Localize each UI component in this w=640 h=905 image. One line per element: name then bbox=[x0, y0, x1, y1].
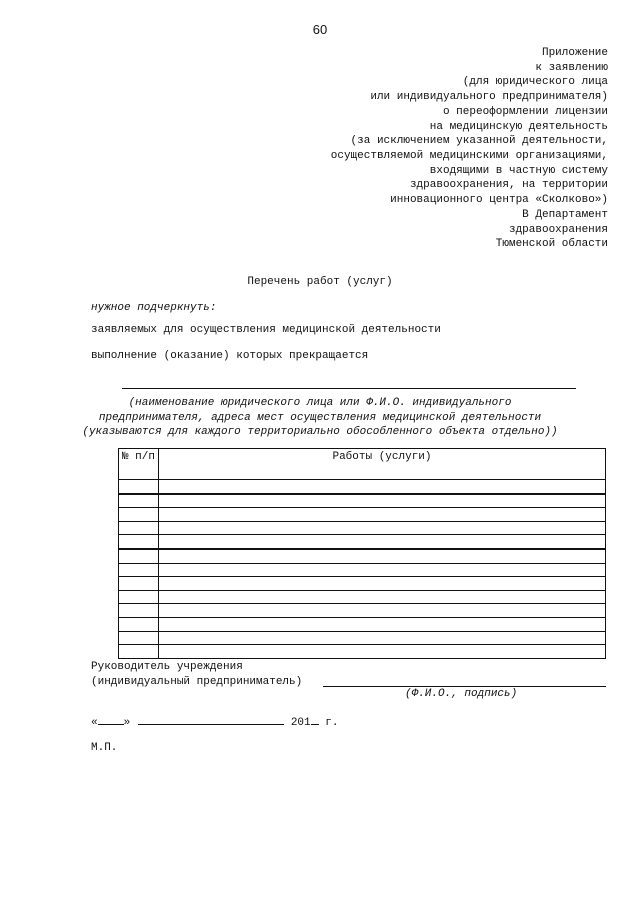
table-header-row bbox=[119, 449, 606, 480]
option-declared[interactable]: заявляемых для осуществления медицинской деятельности bbox=[91, 324, 441, 336]
row-number-cell[interactable] bbox=[119, 494, 159, 508]
table-body bbox=[119, 480, 606, 659]
table-row bbox=[119, 480, 606, 494]
table-row bbox=[119, 617, 606, 631]
appendix-line: на медицинскую деятельность bbox=[429, 120, 608, 133]
appendix-line: Приложение bbox=[541, 47, 608, 59]
table-row bbox=[119, 645, 606, 659]
row-number-cell[interactable] bbox=[119, 645, 159, 659]
header-works: Работы (услуги) bbox=[159, 449, 606, 480]
addressee bbox=[496, 208, 608, 252]
date-year-field[interactable] bbox=[311, 714, 319, 725]
row-number-cell[interactable] bbox=[119, 521, 159, 535]
underline-hint: нужное подчеркнуть: bbox=[91, 302, 217, 314]
organization-caption bbox=[0, 396, 640, 440]
row-works-cell[interactable] bbox=[159, 631, 606, 645]
table-row bbox=[119, 604, 606, 618]
page-number: 60 bbox=[312, 22, 328, 37]
row-works-cell[interactable] bbox=[159, 494, 606, 508]
caption-line: (наименование юридического лица или Ф.И.О. индивидуального bbox=[128, 397, 512, 409]
date-year-suffix: г. bbox=[325, 717, 339, 729]
addressee-line: В Департамент bbox=[522, 209, 608, 221]
signature-subtitle: (индивидуальный предприниматель) bbox=[91, 676, 303, 688]
appendix-line: к заявлению bbox=[535, 61, 608, 74]
date-open-quote: « bbox=[91, 717, 98, 729]
appendix-line: (для юридического лица bbox=[462, 76, 608, 89]
caption-line: (указываются для каждого территориально обособленного объекта отдельно)) bbox=[82, 426, 558, 438]
table-row bbox=[119, 549, 606, 563]
appendix-line: инновационного центра «Сколково») bbox=[390, 194, 608, 207]
row-number-cell[interactable] bbox=[119, 549, 159, 563]
row-number-cell[interactable] bbox=[119, 508, 159, 522]
row-works-cell[interactable] bbox=[159, 549, 606, 563]
appendix-line: здравоохранения, на территории bbox=[409, 179, 608, 192]
signature-field[interactable] bbox=[323, 686, 606, 687]
works-table bbox=[118, 448, 606, 659]
appendix-line: входящими в частную систему bbox=[429, 164, 608, 177]
addressee-line: здравоохранения bbox=[508, 223, 608, 236]
table-row bbox=[119, 535, 606, 549]
date-line bbox=[91, 714, 338, 729]
date-month-field[interactable] bbox=[138, 714, 284, 725]
appendix-line: осуществляемой медицинскими организациями, bbox=[330, 149, 608, 162]
stamp-label: М.П. bbox=[91, 742, 118, 754]
row-works-cell[interactable] bbox=[159, 508, 606, 522]
row-number-cell[interactable] bbox=[119, 577, 159, 591]
signature-title: Руководитель учреждения bbox=[91, 661, 243, 673]
table-row bbox=[119, 521, 606, 535]
date-close-quote: » bbox=[123, 717, 131, 729]
table-row bbox=[119, 563, 606, 577]
row-number-cell[interactable] bbox=[119, 480, 159, 494]
table-row bbox=[119, 590, 606, 604]
row-works-cell[interactable] bbox=[159, 577, 606, 591]
row-works-cell[interactable] bbox=[159, 604, 606, 618]
row-works-cell[interactable] bbox=[159, 617, 606, 631]
row-number-cell[interactable] bbox=[119, 535, 159, 549]
option-terminated[interactable]: выполнение (оказание) которых прекращается bbox=[91, 350, 369, 362]
row-works-cell[interactable] bbox=[159, 535, 606, 549]
caption-line: предпринимателя, адреса мест осуществления медицинской деятельности bbox=[98, 411, 542, 424]
row-number-cell[interactable] bbox=[119, 563, 159, 577]
table-row bbox=[119, 631, 606, 645]
addressee-line: Тюменской области bbox=[495, 238, 608, 251]
header-number: № п/п bbox=[119, 449, 159, 480]
date-year-prefix: 201 bbox=[290, 717, 311, 729]
date-day-field[interactable] bbox=[98, 714, 124, 725]
document-title: Перечень работ (услуг) bbox=[247, 276, 393, 288]
organization-name-field[interactable] bbox=[122, 388, 576, 389]
appendix-line: или индивидуального предпринимателя) bbox=[370, 91, 608, 104]
row-number-cell[interactable] bbox=[119, 604, 159, 618]
table-row bbox=[119, 494, 606, 508]
row-works-cell[interactable] bbox=[159, 563, 606, 577]
signature-caption: (Ф.И.О., подпись) bbox=[405, 688, 518, 700]
table-row bbox=[119, 508, 606, 522]
row-works-cell[interactable] bbox=[159, 521, 606, 535]
row-number-cell[interactable] bbox=[119, 617, 159, 631]
row-number-cell[interactable] bbox=[119, 590, 159, 604]
appendix-header bbox=[331, 46, 608, 208]
row-works-cell[interactable] bbox=[159, 480, 606, 494]
appendix-line: о переоформлении лицензии bbox=[442, 105, 608, 118]
appendix-line: (за исключением указанной деятельности, bbox=[350, 135, 608, 148]
table-row bbox=[119, 577, 606, 591]
row-number-cell[interactable] bbox=[119, 631, 159, 645]
row-works-cell[interactable] bbox=[159, 645, 606, 659]
row-works-cell[interactable] bbox=[159, 590, 606, 604]
signature-block bbox=[91, 660, 302, 690]
